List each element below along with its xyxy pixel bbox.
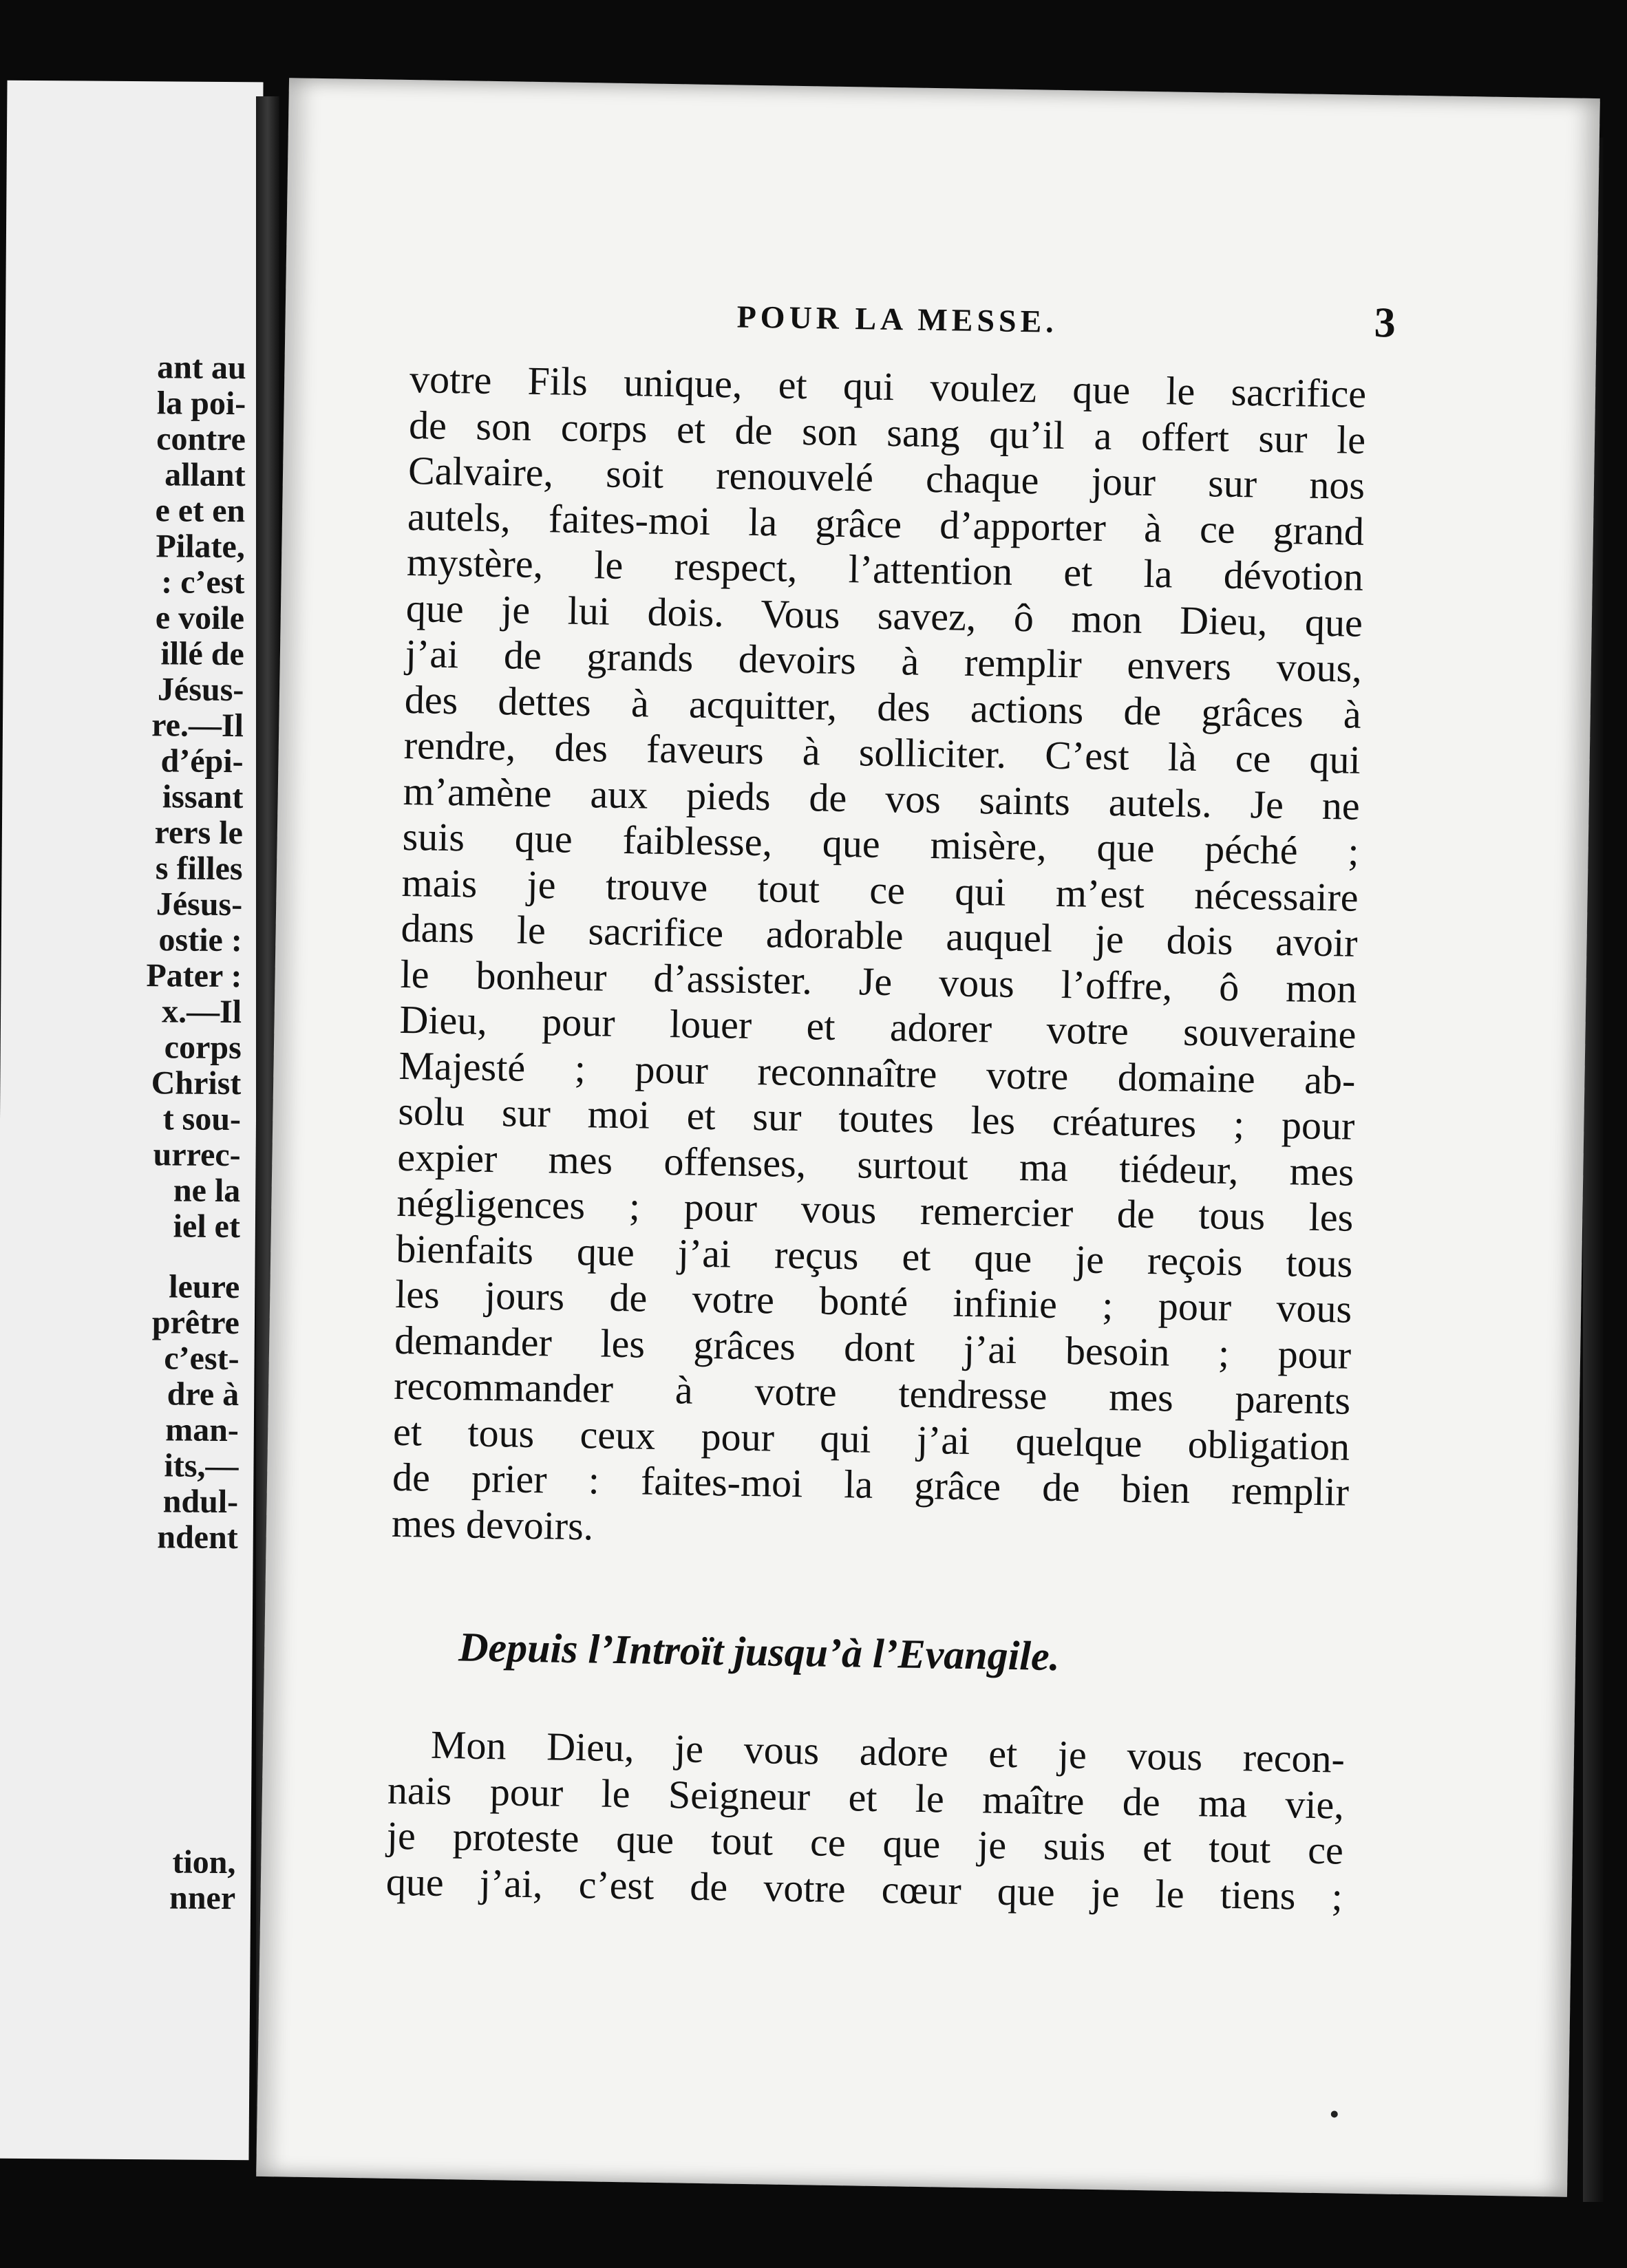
left-fragment-line: s filles [155,850,243,888]
left-fragment-line: Jésus- [157,671,244,709]
left-fragment-line: contre [156,420,246,458]
text-line: négligences ; pour vous remercier de tous les [396,1179,1354,1240]
left-fragment-line: urrec- [153,1136,241,1174]
left-fragment-line: x.—Il [161,993,242,1031]
left-fragment-line: Pater : [146,957,242,995]
text-line: de prier : faites-moi la grâce de bien remplir [392,1454,1350,1515]
text-line: demander les grâces dont j’ai besoin ; pour [394,1317,1352,1378]
text-line: bienfaits que j’ai reçus et que je reçois tous [395,1226,1353,1286]
left-fragment-line: Jésus- [156,886,243,923]
left-fragment-line: iel et [173,1208,241,1245]
left-fragment-line: ndent [157,1519,238,1556]
text-line: de son corps et de son sang qu’il a offert sur le [408,402,1366,462]
text-line: rendre, des faveurs à solliciter. C’est là ce qui [403,722,1361,782]
text-line: nais pour le Seigneur et le maître de ma vie, [387,1767,1345,1828]
left-fragment-line: la poi- [156,385,246,422]
left-fragment-line: ndul- [162,1483,239,1521]
left-fragment-line: d’épi- [160,742,244,780]
left-fragment-line: ne la [173,1172,241,1210]
left-fragment-line: illé de [160,635,244,673]
left-fragment-line: leure [169,1268,240,1306]
left-fragment-line: e voile [155,599,245,637]
book-page [256,78,1600,2197]
text-line: expier mes offenses, surtout ma tiédeur, mes [396,1134,1354,1195]
text-line: mais je trouve tout ce qui m’est nécessaire [401,859,1359,920]
text-line: suis que faiblesse, que misère, que péché ; [402,813,1360,874]
left-fragment-line: ostie : [158,921,243,959]
left-fragment-line: prêtre [151,1304,240,1342]
left-fragment-line: tion, [172,1843,236,1881]
text-line: Dieu, pour louer et adorer votre souveraine [399,996,1357,1057]
left-fragment-line: allant [164,456,246,494]
text-line: et tous ceux pour qui j’ai quelque obligation [392,1409,1350,1469]
paragraph-1 [392,356,1367,1561]
left-fragment-line: e et en [155,492,246,530]
text-line: votre Fils unique, et qui voulez que le sacrifice [409,356,1367,416]
section-heading: Depuis l’Introït jusqu’à l’Evangile. [458,1624,1061,1680]
text-line: recommander à votre tendresse mes parents [393,1362,1351,1423]
left-fragment-line: re.—Il [151,707,244,745]
left-facing-page [0,81,264,2161]
left-fragment-line: man- [165,1411,240,1449]
text-line: j’ai de grands devoirs à remplir envers vous, [405,630,1363,691]
text-line: que j’ai, c’est de votre cœur que je le tiens ; [385,1859,1343,1919]
paragraph-2 [385,1722,1345,1920]
left-fragment-line: its,— [164,1447,239,1485]
left-fragment-line: nner [169,1879,236,1917]
left-fragment-line: : c’est [161,564,245,601]
text-line: Mon Dieu, je vous adore et je vous recon- [430,1722,1346,1782]
text-line: mystère, le respect, l’attention et la dévotion [406,539,1364,599]
left-fragment-line: t sou- [162,1100,242,1138]
left-fragment-line: issant [162,778,244,816]
text-line: les jours de votre bonté infinie ; pour vous [394,1271,1352,1331]
ink-speck [1331,2110,1338,2117]
left-fragment-line: c’est- [164,1340,240,1378]
left-fragment-line: rers le [154,814,244,852]
text-line: Majesté ; pour reconnaître votre domaine ab- [398,1042,1356,1103]
text-line: Calvaire, soit renouvelé chaque jour sur nos [407,448,1365,508]
page-number: 3 [1374,299,1396,347]
running-title: POUR LA MESSE. [736,299,1059,339]
running-header [285,284,1597,353]
text-line: le bonheur d’assister. Je vous l’offre, ô mon [400,951,1357,1012]
text-line: mes devoirs. [391,1500,594,1548]
text-line: que je lui dois. Vous savez, ô mon Dieu, que [405,585,1363,645]
left-fragment-line: Pilate, [156,528,246,566]
text-line: solu sur moi et sur toutes les créatures ; pour [398,1088,1355,1148]
text-line: autels, faites-moi la grâce d’apporter à ce grand [407,493,1365,554]
left-page-text-fragments [0,349,246,1916]
left-fragment-line: dre à [167,1376,240,1413]
left-fragment-line: Christ [151,1065,242,1102]
left-fragment-line: corps [164,1029,242,1067]
text-line: je proteste que tout ce que je suis et tout ce [386,1812,1344,1873]
left-fragment-line: ant au [157,349,246,387]
text-line: des dettes à acquitter, des actions de grâces à [404,676,1362,737]
text-line: dans le sacrifice adorable auquel je dois avoir [401,905,1359,965]
text-line: m’amène aux pieds de vos saints autels. Je ne [403,768,1361,828]
